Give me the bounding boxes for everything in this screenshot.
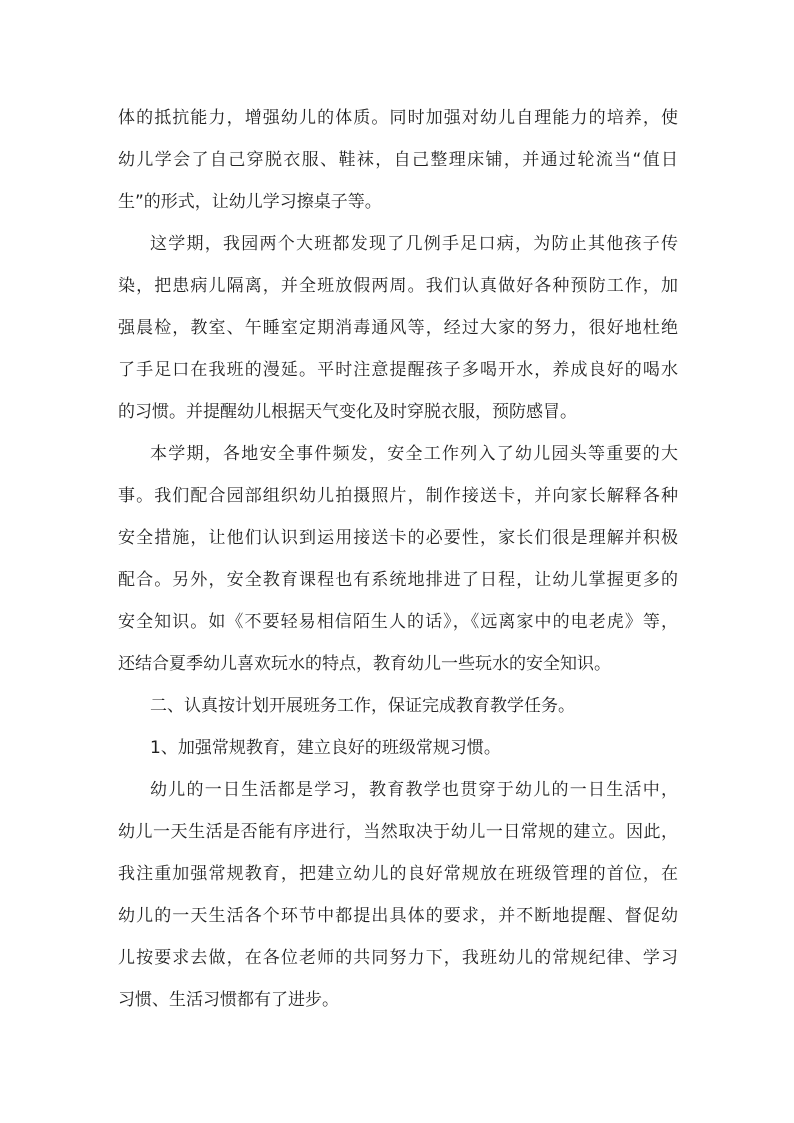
text-line: 安全措施，让他们认识到运用接送卡的必要性，家长们很是理解并积极 bbox=[118, 528, 678, 548]
section-heading: 二、认真按计划开展班务工作，保证完成教育教学任务。 bbox=[150, 696, 575, 716]
text-line: 安全知识。如《不要轻易相信陌生人的话》，《远离家中的电老虎》等， bbox=[118, 612, 678, 632]
subsection-heading: 1、加强常规教育，建立良好的班级常规习惯。 bbox=[150, 738, 501, 758]
text-line: 的习惯。并提醒幼儿根据天气变化及时穿脱衣服，预防感冒。 bbox=[118, 402, 577, 422]
text-line: 幼儿学会了自己穿脱衣服、鞋袜，自己整理床铺，并通过轮流当“值日 bbox=[118, 150, 678, 170]
paragraph-first-line: 这学期，我园两个大班都发现了几例手足口病，为防止其他孩子传 bbox=[150, 234, 678, 254]
text-line: 还结合夏季幼儿喜欢玩水的特点，教育幼儿一些玩水的安全知识。 bbox=[118, 654, 611, 674]
text-line: 幼儿一天生活是否能有序进行，当然取决于幼儿一日常规的建立。因此， bbox=[118, 822, 678, 842]
text-line: 生”的形式，让幼儿学习擦桌子等。 bbox=[118, 192, 382, 212]
text-line: 我注重加强常规教育，把建立幼儿的良好常规放在班级管理的首位，在 bbox=[118, 864, 678, 884]
text-line: 了手足口在我班的漫延。平时注意提醒孩子多喝开水，养成良好的喝水 bbox=[118, 360, 678, 380]
text-line: 染，把患病儿隔离，并全班放假两周。我们认真做好各种预防工作，加 bbox=[118, 276, 678, 296]
paragraph-first-line: 幼儿的一日生活都是学习，教育教学也贯穿于幼儿的一日生活中， bbox=[150, 780, 678, 800]
document-body bbox=[118, 97, 678, 1021]
text-line: 配合。另外，安全教育课程也有系统地排进了日程，让幼儿掌握更多的 bbox=[118, 570, 678, 590]
text-line: 儿按要求去做，在各位老师的共同努力下，我班幼儿的常规纪律、学习 bbox=[118, 948, 678, 968]
paragraph-first-line: 本学期，各地安全事件频发，安全工作列入了幼儿园头等重要的大 bbox=[150, 444, 678, 464]
text-line: 体的抵抗能力，增强幼儿的体质。同时加强对幼儿自理能力的培养，使 bbox=[118, 108, 678, 128]
text-line: 习惯、生活习惯都有了进步。 bbox=[118, 990, 339, 1010]
text-line: 强晨检，教室、午睡室定期消毒通风等，经过大家的努力，很好地杜绝 bbox=[118, 318, 678, 338]
text-line: 事。我们配合园部组织幼儿拍摄照片，制作接送卡，并向家长解释各种 bbox=[118, 486, 678, 506]
text-line: 幼儿的一天生活各个环节中都提出具体的要求，并不断地提醒、督促幼 bbox=[118, 906, 678, 926]
